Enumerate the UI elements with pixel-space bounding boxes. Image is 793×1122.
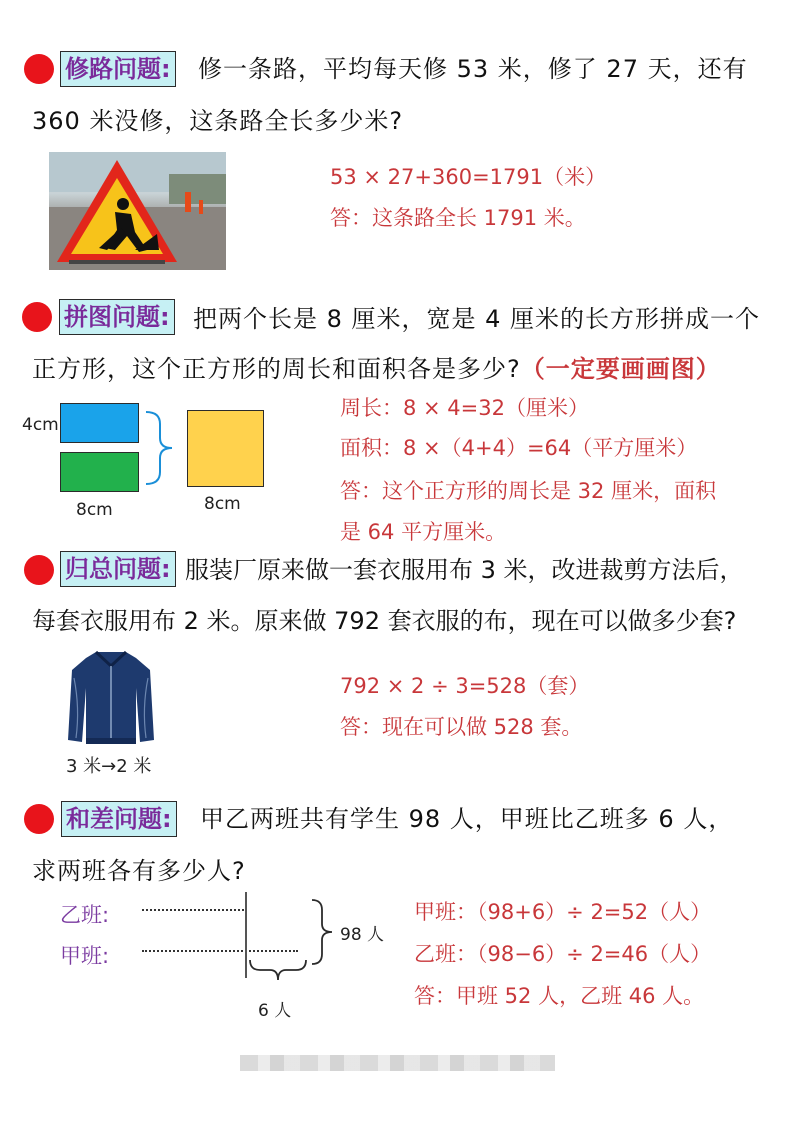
green-rectangle (60, 452, 139, 492)
answer-line: 答：现在可以做 528 套。 (340, 715, 583, 739)
row-label-jia: 甲班: (60, 944, 110, 968)
brace-icon (140, 408, 180, 488)
width-label: 4cm (22, 415, 59, 435)
question-line: 修一条路，平均每天修 53 米，修了 27 天，还有 (198, 55, 748, 83)
answer-line: 甲班：（98+6）÷ 2=52（人） (414, 900, 712, 924)
bullet-dot (24, 804, 54, 834)
jacket-icon (66, 648, 156, 748)
answer-line: 乙班：（98−6）÷ 2=46（人） (414, 942, 712, 966)
question-text: 正方形，这个正方形的周长和面积各是多少? (32, 355, 521, 383)
answer-line: 面积：8 ×（4+4）=64（平方厘米） (340, 436, 698, 460)
section-tag: 和差问题: (61, 801, 177, 837)
answer-line: 答：这个正方形的周长是 32 厘米，面积 (340, 479, 717, 503)
jia-dotted-line (142, 950, 298, 952)
bullet-dot (24, 54, 54, 84)
divider-line (245, 892, 247, 978)
answer-line: 答：这条路全长 1791 米。 (330, 206, 586, 230)
question-line: 360 米没修，这条路全长多少米? (32, 107, 404, 135)
blue-rectangle (60, 403, 139, 443)
row-label-yi: 乙班: (60, 903, 110, 927)
road-sign-icon (49, 152, 226, 270)
diff-label: 6 人 (258, 1001, 292, 1021)
diff-brace-icon (248, 958, 308, 984)
question-line: 每套衣服用布 2 米。原来做 792 套衣服的布，现在可以做多少套? (32, 607, 737, 635)
bullet-dot (24, 555, 54, 585)
yi-dotted-line (142, 909, 244, 911)
answer-line: 周长：8 × 4=32（厘米） (340, 396, 589, 420)
question-line: 甲乙两班共有学生 98 人，甲班比乙班多 6 人， (200, 805, 734, 833)
bullet-dot (22, 302, 52, 332)
answer-line: 答：甲班 52 人，乙班 46 人。 (414, 984, 705, 1008)
section-tag: 修路问题: (60, 51, 176, 87)
blurred-footer (240, 1055, 555, 1071)
length-label: 8cm (76, 500, 113, 520)
emphasis-note: （一定要画画图） (520, 355, 721, 383)
question-line: 求两班各有多少人? (32, 857, 246, 885)
square-label: 8cm (204, 494, 241, 514)
question-line (32, 352, 721, 386)
answer-line: 53 × 27+360=1791（米） (330, 165, 607, 189)
answer-line: 是 64 平方厘米。 (340, 520, 507, 544)
jacket-caption: 3 米→2 米 (66, 756, 152, 777)
answer-line: 792 × 2 ÷ 3=528（套） (340, 674, 590, 698)
question-line: 把两个长是 8 厘米，宽是 4 厘米的长方形拼成一个 (193, 305, 761, 333)
section-tag: 归总问题: (60, 551, 176, 587)
question-line: 服装厂原来做一套衣服用布 3 米，改进裁剪方法后， (185, 556, 744, 584)
total-label: 98 人 (340, 925, 385, 945)
road-work-photo (49, 152, 226, 270)
section-tag: 拼图问题: (59, 299, 175, 335)
total-brace-icon (310, 898, 336, 966)
yellow-square (187, 410, 264, 487)
